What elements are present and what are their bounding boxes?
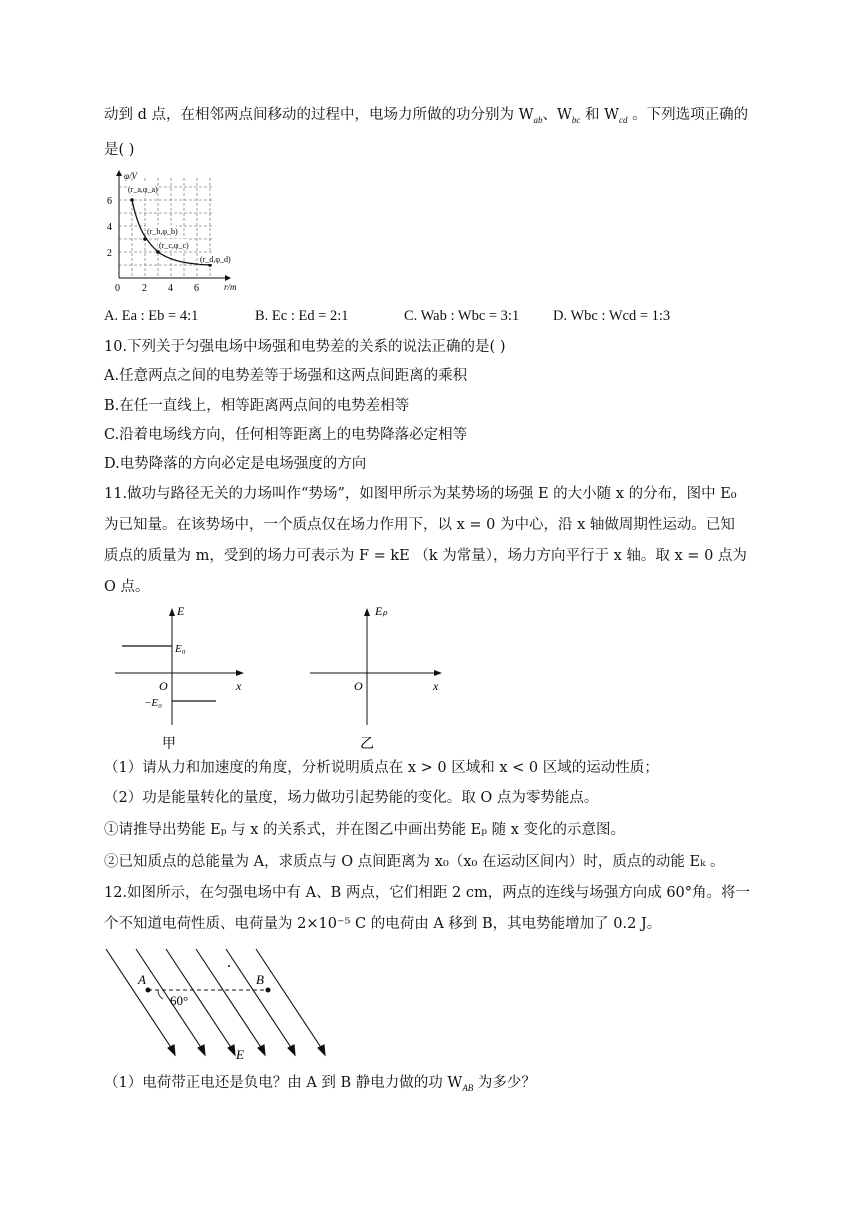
q10-option-d[interactable]: D.电势降落的方向必定是电场强度的方向 xyxy=(104,456,367,472)
yi-x-label: x xyxy=(433,679,439,693)
q9-stem-tail: 。下列选项正确的 xyxy=(627,107,749,123)
q11-part2-b: ②已知质点的总能量为 A，求质点与 O 点间距离为 x₀（x₀ 在运动区间内）时，质点的动能 Eₖ 。 xyxy=(104,854,725,870)
q9-option-b[interactable]: B. Ec : Ed = 2:1 xyxy=(255,308,349,324)
q11-stem-line2: 为已知量。在该势场中，一个质点仅在场力作用下，以 x = 0 为中心，沿 x 轴做周期性运动。已知 xyxy=(104,517,735,533)
y-axis-label: φ/V xyxy=(124,171,137,181)
q12-stem-line2: 个不知道电荷性质、电荷量为 2×10⁻⁵ C 的电荷由 A 移到 B，其电势能增加了 0.2 J。 xyxy=(104,916,662,932)
fig-jia xyxy=(110,600,260,750)
w-ab-subscript: ab xyxy=(533,114,543,125)
point-b xyxy=(143,237,147,241)
point-a-dot xyxy=(146,988,151,993)
x-tick-0: 0 xyxy=(115,283,120,294)
y-tick-6: 6 xyxy=(107,196,112,207)
yi-caption: 乙 xyxy=(360,737,374,750)
w-cd-subscript: cd xyxy=(619,114,628,125)
label-point-c: (r_c,φ_c) xyxy=(159,241,189,250)
q9-stem-line1 xyxy=(104,105,748,130)
q10-option-a[interactable]: A.任意两点之间的电势差等于场强和这两点间距离的乘积 xyxy=(104,368,468,384)
x-tick-6: 6 xyxy=(194,283,199,294)
yi-origin: O xyxy=(354,679,363,693)
jia-e0-label: E₀ xyxy=(175,643,186,655)
w-ab-sub: AB xyxy=(462,1082,474,1093)
q11-stem-line3: 质点的质量为 m，受到的场力可表示为 F = kE （k 为常量），场力方向平行于 x 轴。取 x = 0 点为 xyxy=(104,548,747,564)
field-lines xyxy=(106,949,325,1055)
angle-label: 60° xyxy=(170,993,189,1008)
q11-stem-line1: 11.做功与路径无关的力场叫作“势场”，如图甲所示为某势场的场强 E 的大小随 x 的分布，图中 E₀ xyxy=(104,486,737,502)
q9-stem-line2: 是( ) xyxy=(104,142,135,158)
x-tick-4: 4 xyxy=(168,283,173,294)
q12-part1-tail: 为多少？ xyxy=(473,1075,536,1091)
q12-part1 xyxy=(104,1073,536,1098)
q9-stem-mid: 和 W xyxy=(580,107,620,123)
jia-caption: 甲 xyxy=(162,737,176,750)
label-point-b: (r_b,φ_b) xyxy=(147,227,178,236)
point-b-dot xyxy=(266,988,271,993)
q10-option-b[interactable]: B.在任一直线上，相等距离两点间的电势差相等 xyxy=(104,398,410,414)
q9-option-a[interactable]: A. Ea : Eb = 4:1 xyxy=(104,308,199,324)
q12-stem-line1: 12.如图所示，在匀强电场中有 A、B 两点，它们相距 2 cm，两点的连线与场强方向成 60°角。将一 xyxy=(104,885,751,901)
q11-part2-a: ①请推导出势能 Eₚ 与 x 的关系式，并在图乙中画出势能 Eₚ 随 x 变化的示意图。 xyxy=(104,822,625,838)
y-tick-2: 2 xyxy=(107,248,112,259)
angle-arc xyxy=(158,990,163,999)
label-point-a: (r_a,φ_a) xyxy=(128,185,158,194)
y-tick-4: 4 xyxy=(107,222,112,233)
q10-option-c[interactable]: C.沿着电场线方向，任何相等距离上的电势降落必定相等 xyxy=(104,427,468,443)
label-b: B xyxy=(256,972,264,987)
q10-stem: 10.下列关于匀强电场中场强和电势差的关系的说法正确的是( ) xyxy=(104,339,506,355)
q11-part1: （1）请从力和加速度的角度，分析说明质点在 x > 0 区域和 x < 0 区域的运动性质； xyxy=(104,760,659,776)
w-bc-subscript: bc xyxy=(571,114,581,125)
q12-field-figure xyxy=(100,945,330,1065)
label-a: A xyxy=(138,972,146,987)
point-a xyxy=(130,198,134,202)
q11-stem-line4: O 点。 xyxy=(104,579,150,595)
fig-yi xyxy=(305,600,455,750)
jia-neg-e0-label: −E₀ xyxy=(144,697,162,709)
x-tick-2: 2 xyxy=(142,283,147,294)
q9-potential-graph xyxy=(100,168,250,296)
x-axis-label: r/m xyxy=(224,282,237,292)
jia-origin: O xyxy=(159,679,168,693)
field-label: E xyxy=(236,1047,244,1062)
jia-y-label: E xyxy=(177,604,185,618)
q11-part2: （2）功是能量转化的量度，场力做功引起势能的变化。取 O 点为零势能点。 xyxy=(104,790,599,806)
q9-option-c[interactable]: C. Wab : Wbc = 3:1 xyxy=(404,308,520,324)
q9-stem-sep: 、W xyxy=(542,107,572,123)
point-c xyxy=(156,250,160,254)
q9-option-d[interactable]: D. Wbc : Wcd = 1:3 xyxy=(553,308,671,324)
yi-y-label: Eₚ xyxy=(375,604,388,618)
q12-part1-text: （1）电荷带正电还是负电？由 A 到 B 静电力做的功 W xyxy=(104,1075,463,1091)
label-point-d: (r_d,φ_d) xyxy=(200,255,231,264)
jia-x-label: x xyxy=(236,679,242,693)
q9-stem-text: 动到 d 点，在相邻两点间移动的过程中，电场力所做的功分别为 W xyxy=(104,107,534,123)
